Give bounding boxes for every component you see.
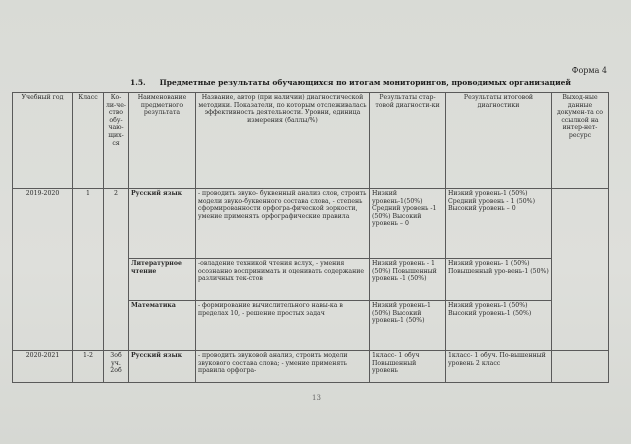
section-number: 1.5. (130, 78, 146, 87)
cell-class: 1-2 (73, 351, 104, 383)
table-header-row (13, 93, 609, 189)
table-row (13, 351, 609, 383)
cell-start: Низкий уровень-1(50%) Средний уровень -1 (50%) Высокий уровень – 0 (370, 189, 446, 259)
cell-count: 3об уч. 2об (104, 351, 129, 383)
header-class: Класс (73, 93, 104, 189)
cell-final: Низкий уровень-1 (50%) Высокий уровень-1 (50%) (446, 301, 552, 351)
cell-start: 1класс- 1 обуч Повышенный уровень (370, 351, 446, 383)
header-method: Название, автор (при наличии) диагностической методики. Показатели, по которым отслеживалась эффективность деятельности. Уровни, единица измерения (баллы/%) (196, 93, 370, 189)
cell-year: 2020-2021 (13, 351, 73, 383)
cell-subject: Математика (129, 301, 196, 351)
cell-subject: Литературное чтение (129, 259, 196, 301)
section-title: Предметные результаты обучающихся по итогам мониторингов, проводимых организацией (159, 78, 571, 87)
cell-final: Низкий уровень-1 (50%) Средний уровень - 1 (50%) Высокий уровень – 0 (446, 189, 552, 259)
header-count: Ко-ли-че-ство обу-чаю-щих-ся (104, 93, 129, 189)
results-table (12, 92, 609, 383)
cell-year: 2019-2020 (13, 189, 73, 351)
form-label: Форма 4 (571, 66, 607, 75)
header-start: Результаты стар-товой диагности-ки (370, 93, 446, 189)
cell-subject: Русский язык (129, 351, 196, 383)
cell-link (552, 189, 609, 351)
cell-start: Низкий уровень - 1 (50%) Повышенный уровень -1 (50%) (370, 259, 446, 301)
cell-final: 1класс- 1 обуч. По-вышенный уровень 2 класс (446, 351, 552, 383)
cell-method: - проводить звуко- буквенный анализ слов, строить модели звуко-буквенного состава слова, - степень сформированности орфогра-фической зоркости, умение применять орфографические правила (196, 189, 370, 259)
section-heading (130, 78, 571, 87)
cell-start: Низкий уровень-1 (50%) Высокий уровень-1 (50%) (370, 301, 446, 351)
cell-method: - формирование вычислительного навы-ка в пределах 10, - решение простых задач (196, 301, 370, 351)
cell-subject: Русский язык (129, 189, 196, 259)
cell-count: 2 (104, 189, 129, 351)
cell-final: Низкий уровень- 1 (50%) Повышенный уро-вень-1 (50%) (446, 259, 552, 301)
header-year: Учебный год (13, 93, 73, 189)
table-row (13, 189, 609, 259)
header-final: Результаты итоговой диагностики (446, 93, 552, 189)
cell-class: 1 (73, 189, 104, 351)
page-number: 13 (312, 394, 321, 402)
cell-method: - проводить звуковой анализ, строить модели звукового состава слова; - умение применять правила орфогра- (196, 351, 370, 383)
cell-link (552, 351, 609, 383)
cell-method: -овладение техникой чтения вслух, - умения осознанно воспринимать и оценивать содержание различных тек-стов (196, 259, 370, 301)
header-subject: Наименование предметного результата (129, 93, 196, 189)
header-link: Выход-ные данные докумен-та со ссылкой на интер-нет-ресурс (552, 93, 609, 189)
